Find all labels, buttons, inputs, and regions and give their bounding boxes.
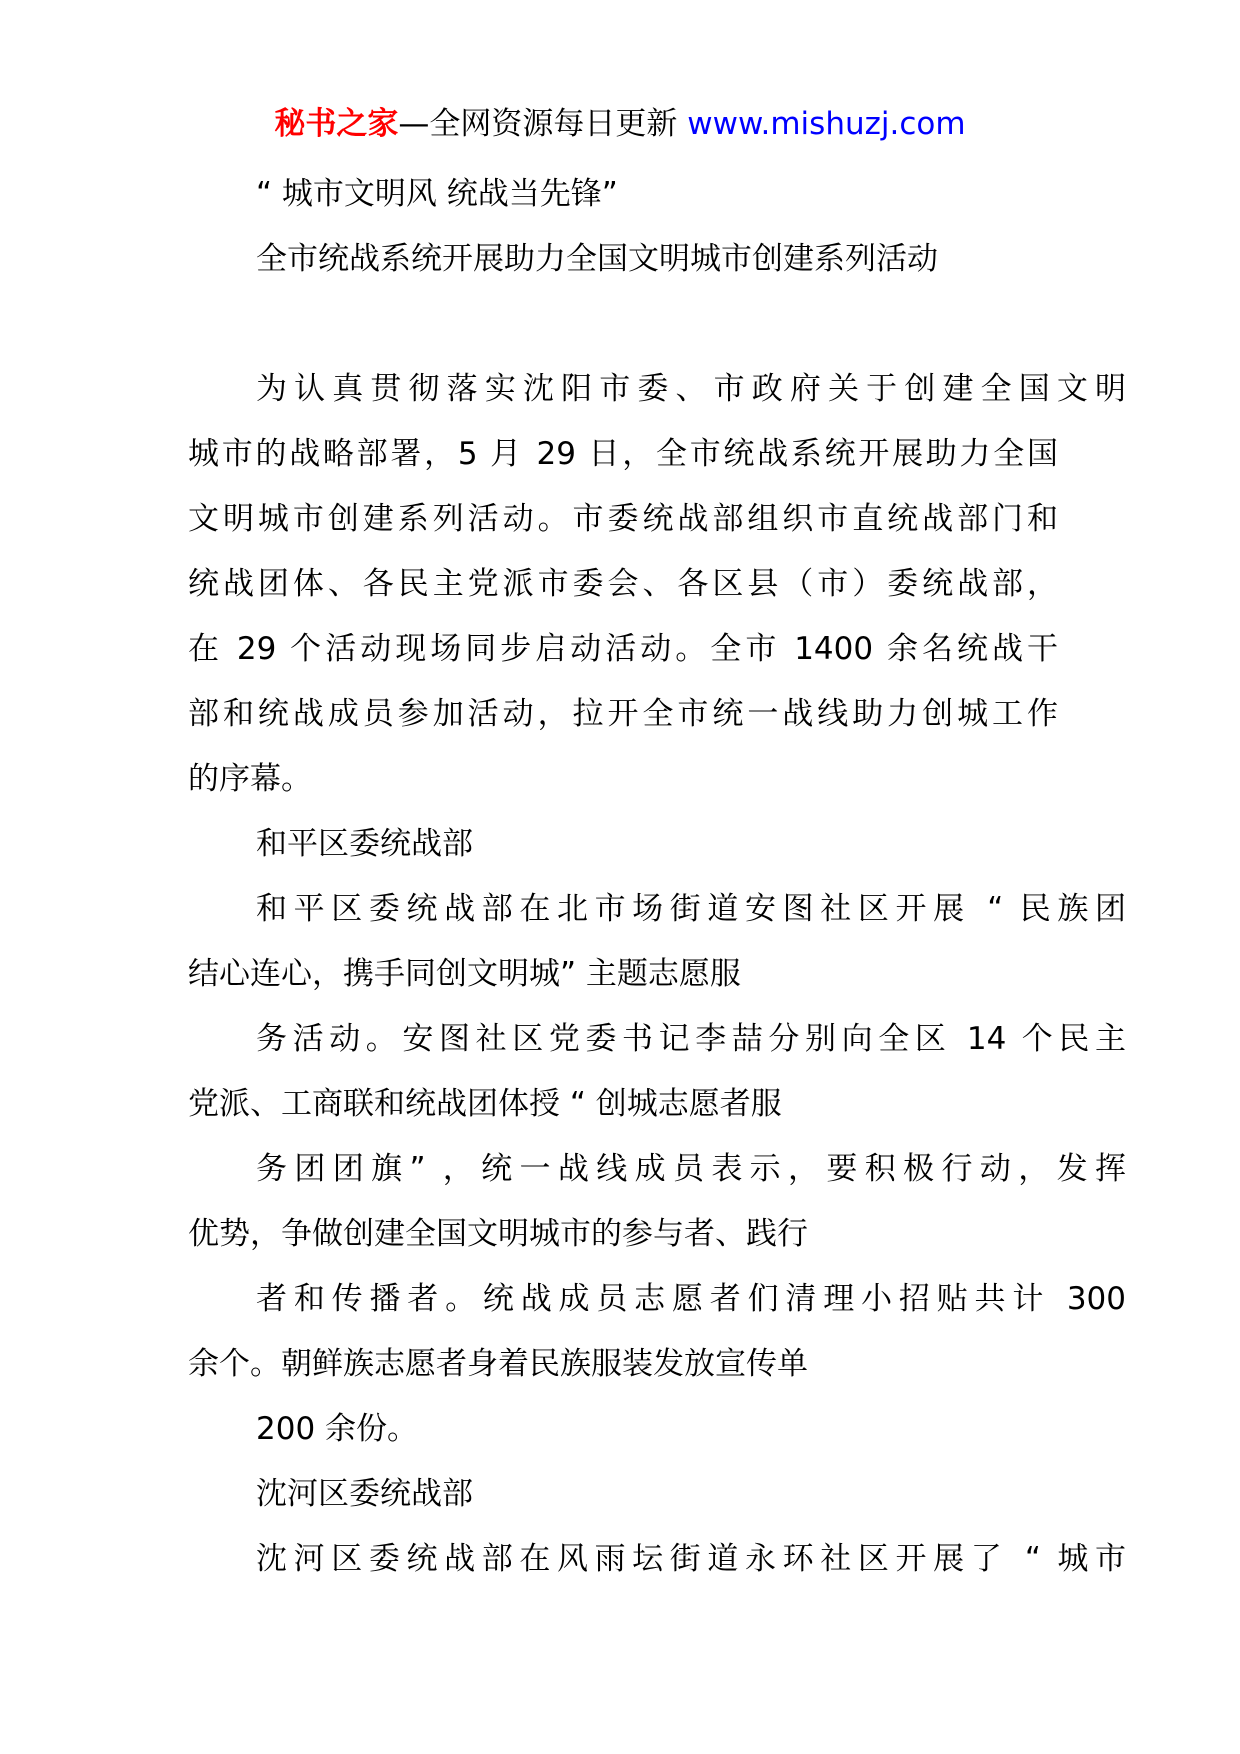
paragraph-line: 部和统战成员参加活动，拉开全市统一战线助力创城工作: [188, 696, 1058, 732]
paragraph-line: 余个。朝鲜族志愿者身着民族服装发放宣传单: [188, 1346, 808, 1382]
brand-name: 秘书之家: [274, 106, 399, 142]
paragraph-line: 200 余份。: [256, 1411, 419, 1447]
section-heading-shenhe: 沈河区委统战部: [256, 1476, 473, 1512]
paragraph-line: 沈河区委统战部在风雨坛街道永环社区开展了 “ 城市: [256, 1541, 1126, 1577]
section-heading-heping: 和平区委统战部: [256, 826, 473, 862]
paragraph-line: 务活动。安图社区党委书记李喆分别向全区 14 个民主: [256, 1021, 1126, 1057]
paragraph-line: 务团团旗” ，统一战线成员表示，要积极行动，发挥: [256, 1151, 1126, 1187]
paragraph-line: 文明城市创建系列活动。市委统战部组织市直统战部门和: [188, 501, 1058, 537]
paragraph-line: 结心连心，携手同创文明城” 主题志愿服: [188, 956, 741, 992]
paragraph-line: 优势，争做创建全国文明城市的参与者、践行: [188, 1216, 808, 1252]
paragraph-line: 和平区委统战部在北市场街道安图社区开展 “ 民族团: [256, 891, 1126, 927]
document-subtitle: 全市统战系统开展助力全国文明城市创建系列活动: [256, 241, 938, 277]
paragraph-line: 在 29 个活动现场同步启动活动。全市 1400 余名统战干: [188, 631, 1058, 667]
paragraph-line: 统战团体、各民主党派市委会、各区县（市）委统战部，: [188, 566, 1058, 602]
paragraph-line: 者和传播者。统战成员志愿者们清理小招贴共计 300: [256, 1281, 1126, 1317]
site-url-link[interactable]: www.mishuzj.com: [687, 106, 966, 142]
paragraph-line: 党派、工商联和统战团体授 “ 创城志愿者服: [188, 1086, 782, 1122]
paragraph-line: 为认真贯彻落实沈阳市委、市政府关于创建全国文明: [256, 371, 1126, 407]
document-title: “ 城市文明风 统战当先锋”: [256, 176, 618, 212]
paragraph-line: 的序幕。: [188, 761, 312, 797]
header-tagline: —全网资源每日更新: [398, 106, 678, 142]
site-header: [0, 98, 1240, 150]
paragraph-line: 城市的战略部署，5 月 29 日，全市统战系统开展助力全国: [188, 436, 1058, 472]
document-body: [188, 162, 1126, 1592]
blank-line: [188, 292, 1058, 357]
